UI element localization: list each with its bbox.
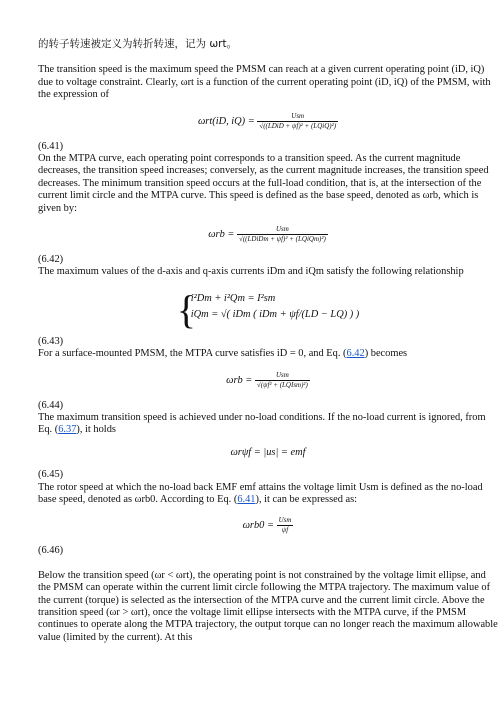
paragraph-surface-mounted <box>38 348 498 360</box>
equation-number-6-44: (6.44) <box>38 399 64 411</box>
paragraph-max-transition <box>38 412 498 437</box>
paragraph-max-currents: The maximum values of the d-axis and q-axis currents iDm and iQm satisfy the following relationship <box>38 266 464 278</box>
eq-6-41-lhs: ωrt(iD, iQ) = <box>197 115 255 127</box>
eq-6-41-numerator: Usm <box>257 112 338 122</box>
equation-system <box>176 286 360 332</box>
p4-text-after: ) becomes <box>364 348 408 360</box>
equation-6-46 <box>38 516 498 535</box>
eq-6-43-row-2: iQm = √( iDm ( iDm + ψf/(LD − LQ) ) ) <box>190 309 360 321</box>
eq-6-45-text: ωrψf = |us| = emf <box>230 446 306 458</box>
eq-6-44-lhs: ωrb = <box>226 374 253 386</box>
p4-text-before: For a surface-mounted PMSM, the MTPA curve satisfies iD = 0, and Eq. ( <box>38 348 347 360</box>
eq-6-46-fraction <box>277 516 294 535</box>
chinese-heading-line: 的转子转速被定义为转折转速，记为 ωrt。 <box>38 38 238 50</box>
eq-6-42-lhs: ωrb = <box>208 228 235 240</box>
eq-6-41-link[interactable]: 6.41 <box>237 493 256 505</box>
eq-6-37-link[interactable]: 6.37 <box>58 424 77 436</box>
eq-6-46-numerator: Usm <box>278 516 292 525</box>
eq-6-43-row-1: i²Dm + i²Qm = I²sm <box>190 292 276 304</box>
p6-text-before: The rotor speed at which the no-load back EMF emf attains the voltage limit Usm is defined as the no-load base speed, denoted as ωrb0. According to Eq. ( <box>38 481 483 505</box>
eq-6-44-numerator: Usm <box>255 371 310 381</box>
paragraph-mtpa-curve: On the MTPA curve, each operating point corresponds to a transition speed. As the current magnitude decreases, the transition speed increases; conversely, as the current magnitude increases, the transition speed decreases. The minimum transition speed occurs at the full-load condition, that is, at the intersection of the current limit circle and the MTPA curve. This speed is defined as the base speed, denoted as ωrb, which is given by: <box>38 153 489 214</box>
eq-6-42-fraction <box>237 225 328 244</box>
left-brace-icon: { <box>176 286 196 332</box>
eq-6-42-link[interactable]: 6.42 <box>346 348 365 360</box>
paragraph-no-load-base-speed <box>38 482 498 507</box>
paragraph-below-transition: Below the transition speed (ωr < ωrt), the operating point is not constrained by the voltage limit ellipse, and the PMSM can operate within the current limit circle following the MTPA trajectory. The maximum value of the current (torque) is selected as the intersection of the MTPA curve and the current limit circle. Above the transition speed (ωr > ωrt), once the voltage limit ellipse intersects with the MTPA curve, if the PMSM continues to operate along the MTPA trajectory, the output torque can no longer reach the maximum allowable value (limited by the current). At this <box>38 569 498 643</box>
eq-6-44-denominator: √(ψf² + (LQIsm)²) <box>256 380 308 389</box>
eq-6-41-fraction <box>257 112 338 131</box>
eq-6-41-denominator: √((LDiD + ψf)² + (LQiQ)²) <box>259 121 337 130</box>
eq-6-42-denominator: √((LDiDm + ψf)² + (LQiQm)²) <box>239 235 326 244</box>
equation-number-6-41: (6.41) <box>38 140 64 152</box>
paragraph-transition-speed: The transition speed is the maximum speed the PMSM can reach at a given current operating point (iD, iQ) due to voltage constraint. Clearly, ωrt is a function of the current operating point (iD, iQ) of the PMSM, with the expression of <box>38 64 491 101</box>
p6-text-after: ), it can be expressed as: <box>255 493 358 505</box>
p5-text-before: The maximum transition speed is achieved under no-load conditions. If the no-load current is ignored, from Eq. ( <box>38 411 486 436</box>
equation-number-6-42: (6.42) <box>38 254 64 266</box>
equation-6-43 <box>38 286 498 332</box>
eq-6-46-denominator: ψf <box>281 526 289 535</box>
eq-6-44-fraction <box>255 371 310 390</box>
equation-6-44 <box>38 371 498 390</box>
equation-number-6-45: (6.45) <box>38 469 64 481</box>
equation-6-41 <box>38 112 498 131</box>
equation-number-6-46: (6.46) <box>38 545 64 557</box>
eq-6-46-lhs: ωrb0 = <box>242 520 274 532</box>
p5-text-after: ), it holds <box>76 424 116 436</box>
equation-number-6-43: (6.43) <box>38 335 64 347</box>
equation-6-45 <box>38 447 498 459</box>
equation-6-42 <box>38 225 498 244</box>
document-page <box>38 0 498 644</box>
eq-6-42-numerator: Usm <box>237 225 328 235</box>
